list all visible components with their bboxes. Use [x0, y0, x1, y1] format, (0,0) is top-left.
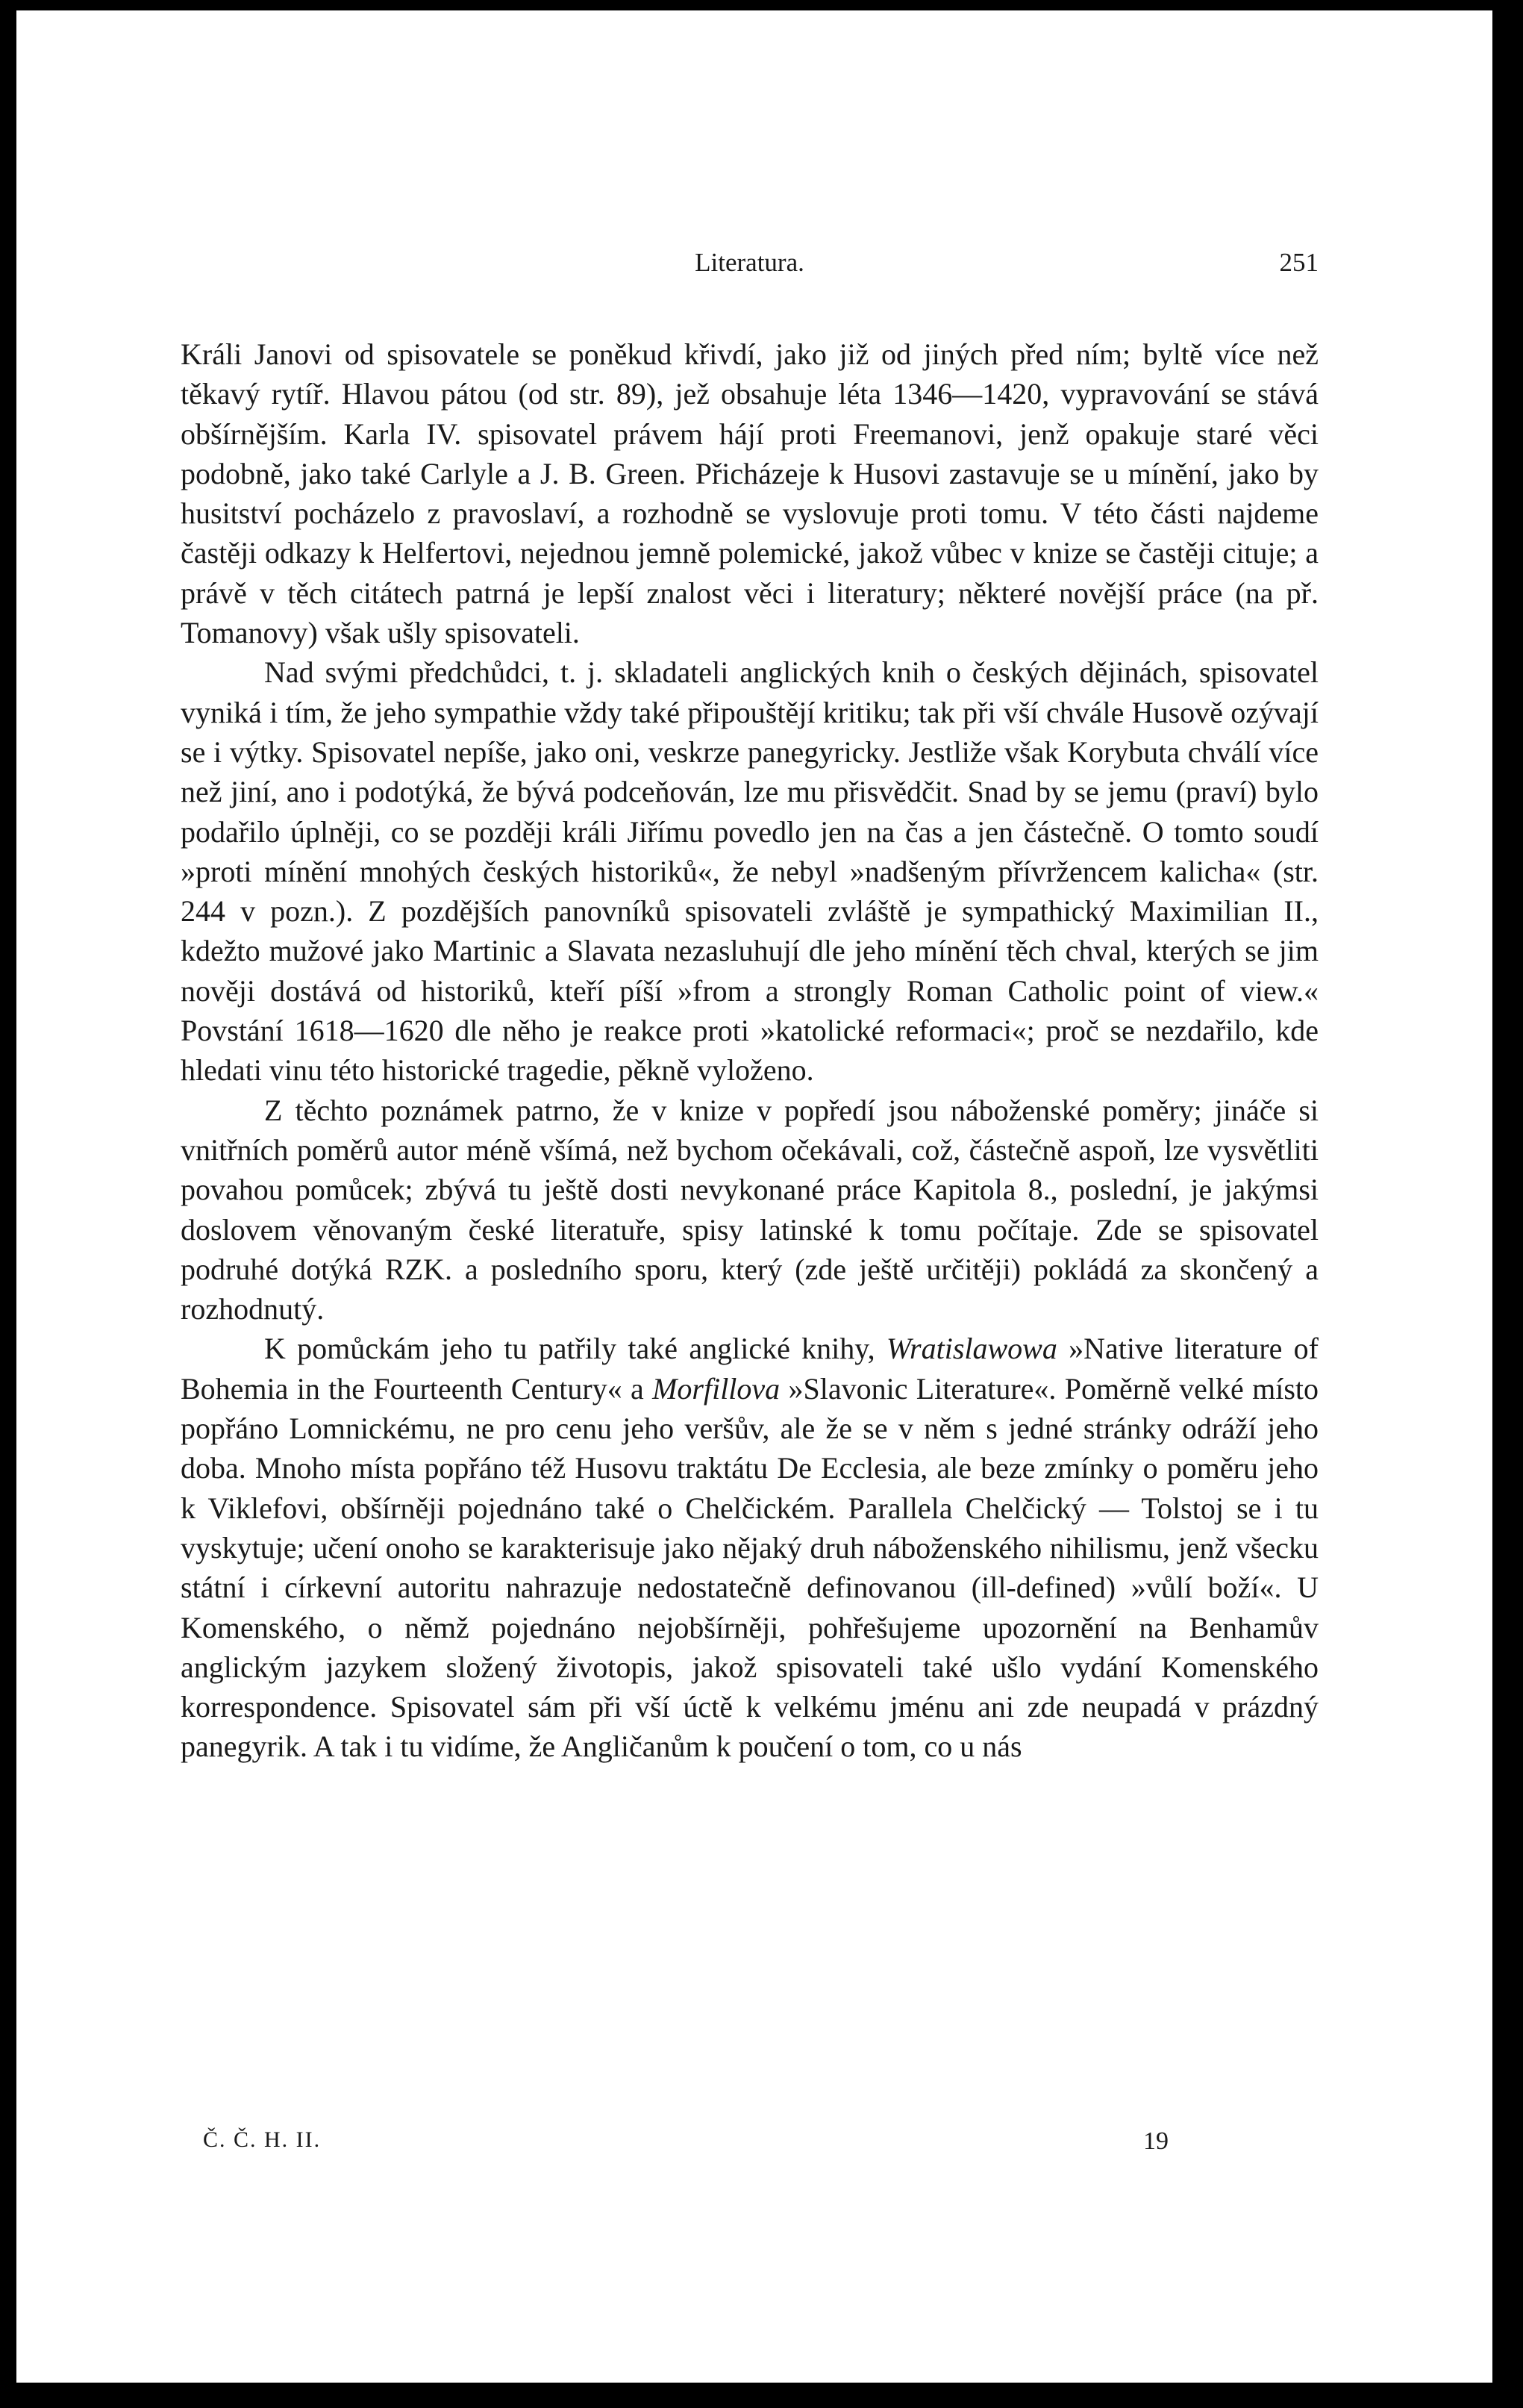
body-text — [181, 334, 1319, 1767]
paragraph — [181, 1329, 1319, 1766]
paragraph — [181, 334, 1319, 652]
paragraph — [181, 652, 1319, 1090]
paragraph-text: K pomůckám jeho tu patřily také anglické knihy, — [264, 1332, 886, 1366]
paragraph-text: Králi Janovi od spisovatele se poněkud křivdí, jako již od jiných před ním; byltě více než těkavý rytíř. Hlavou pátou (od str. 89), jež obsahuje léta 1346—1420, vypravování se stává obšírnějším. Karla IV. spisovatel právem hájí proti Freemanovi, jenž opakuje staré věci podobně, jako také Carlyle a J. B. Green. Přicházeje k Husovi zastavuje se u mínění, jako by husitství pocházelo z pravoslaví, a rozhodně se vyslovuje proti tomu. V této části najdeme častěji odkazy k Helfertovi, nejednou jemně polemické, jakož vůbec v knize se častěji cituje; a právě v těch citátech patrná je lepší znalost věci i literatury; některé novější práce (na př. Tomanovy) však ušly spisovateli. — [181, 337, 1319, 650]
paragraph-text: »Slavonic Literature«. Poměrně velké místo popřáno Lomnickému, ne pro cenu jeho veršův, ale že se v něm s jedné stránky odráží jeho doba. Mnoho místa popřáno též Husovu traktátu De Ecclesia, ale beze zmínky o poměru jeho k Viklefovi, obšírněji pojednáno také o Chelčickém. Parallela Chelčický — Tolstoj se i tu vyskytuje; učení onoho se karakterisuje jako nějaký druh náboženského nihilismu, jenž všecku státní i církevní autoritu nahrazuje nedostatečně definovanou (ill-defined) »vůlí boží«. U Komenského, o němž pojednáno nejobšírněji, pohřešujeme upozornění na Benhamův anglickým jazykem složený životopis, jakož spisovateli také ušlo vydání Komenského korrespondence. Spisovatel sám při vší úctě k velkému jménu ani zde neupadá v prázdný panegyrik. A tak i tu vidíme, že Angličanům k poučení o tom, co u nás — [181, 1371, 1319, 1764]
paragraph-text: Nad svými předchůdci, t. j. skladateli anglických knih o českých dějinách, spisovatel vyniká i tím, že jeho sympathie vždy také připouštějí kritiku; tak při vší chvále Husově ozývají se i výtky. Spisovatel nepíše, jako oni, veskrze panegyricky. Jestliže však Korybuta chválí více než jiní, ano i podotýká, že bývá podceňován, lze mu přisvědčit. Snad by se jemu (praví) bylo podařilo úplněji, co se později králi Jiřímu povedlo jen na čas a jen částečně. O tomto soudí »proti mínění mnohých českých historiků«, že nebyl »nadšeným přívržencem kalicha« (str. 244 v pozn.). Z pozdějších panovníků spisovateli zvláště je sympathický Maximilian II., kdežto mužové jako Martinic a Slavata nezasluhují dle jeho mínění těch chval, kterých se jim nověji dostává od historiků, kteří píší »from a strongly Roman Catholic point of view.« Povstání 1618—1620 dle něho je reakce proti »katolické reformaci«; proč se nezdařilo, kde hledati vinu této historické tragedie, pěkně vyloženo. — [181, 655, 1319, 1088]
page-footer — [181, 2127, 1319, 2165]
italic-name: Wratislawowa — [886, 1332, 1057, 1366]
sheet-number: 19 — [1143, 2127, 1169, 2155]
paragraph — [181, 1091, 1319, 1329]
italic-name: Morfillova — [652, 1371, 781, 1406]
paragraph-text: »Native literature of Bohemia in the Fourteenth Century« a — [181, 1332, 1319, 1406]
page-number: 251 — [1279, 248, 1319, 277]
running-title: Literatura. — [695, 248, 804, 277]
paragraph-text: Z těchto poznámek patrno, že v knize v popředí jsou náboženské poměry; jináče si vnitřních poměrů autor méně všímá, než bychom očekávali, což, částečně aspoň, lze vysvětliti povahou pomůcek; zbývá tu ještě dosti nevykonané práce Kapitola 8., poslední, je jakýmsi doslovem věnovaným české literatuře, spisy latinské k tomu počítaje. Zde se spisovatel podruhé dotýká RZK. a posledního sporu, který (zde ještě určitěji) pokládá za skončený a rozhodnutý. — [181, 1093, 1319, 1326]
running-header — [181, 248, 1319, 285]
signature-mark: Č. Č. H. II. — [203, 2127, 322, 2152]
page — [16, 10, 1492, 2383]
